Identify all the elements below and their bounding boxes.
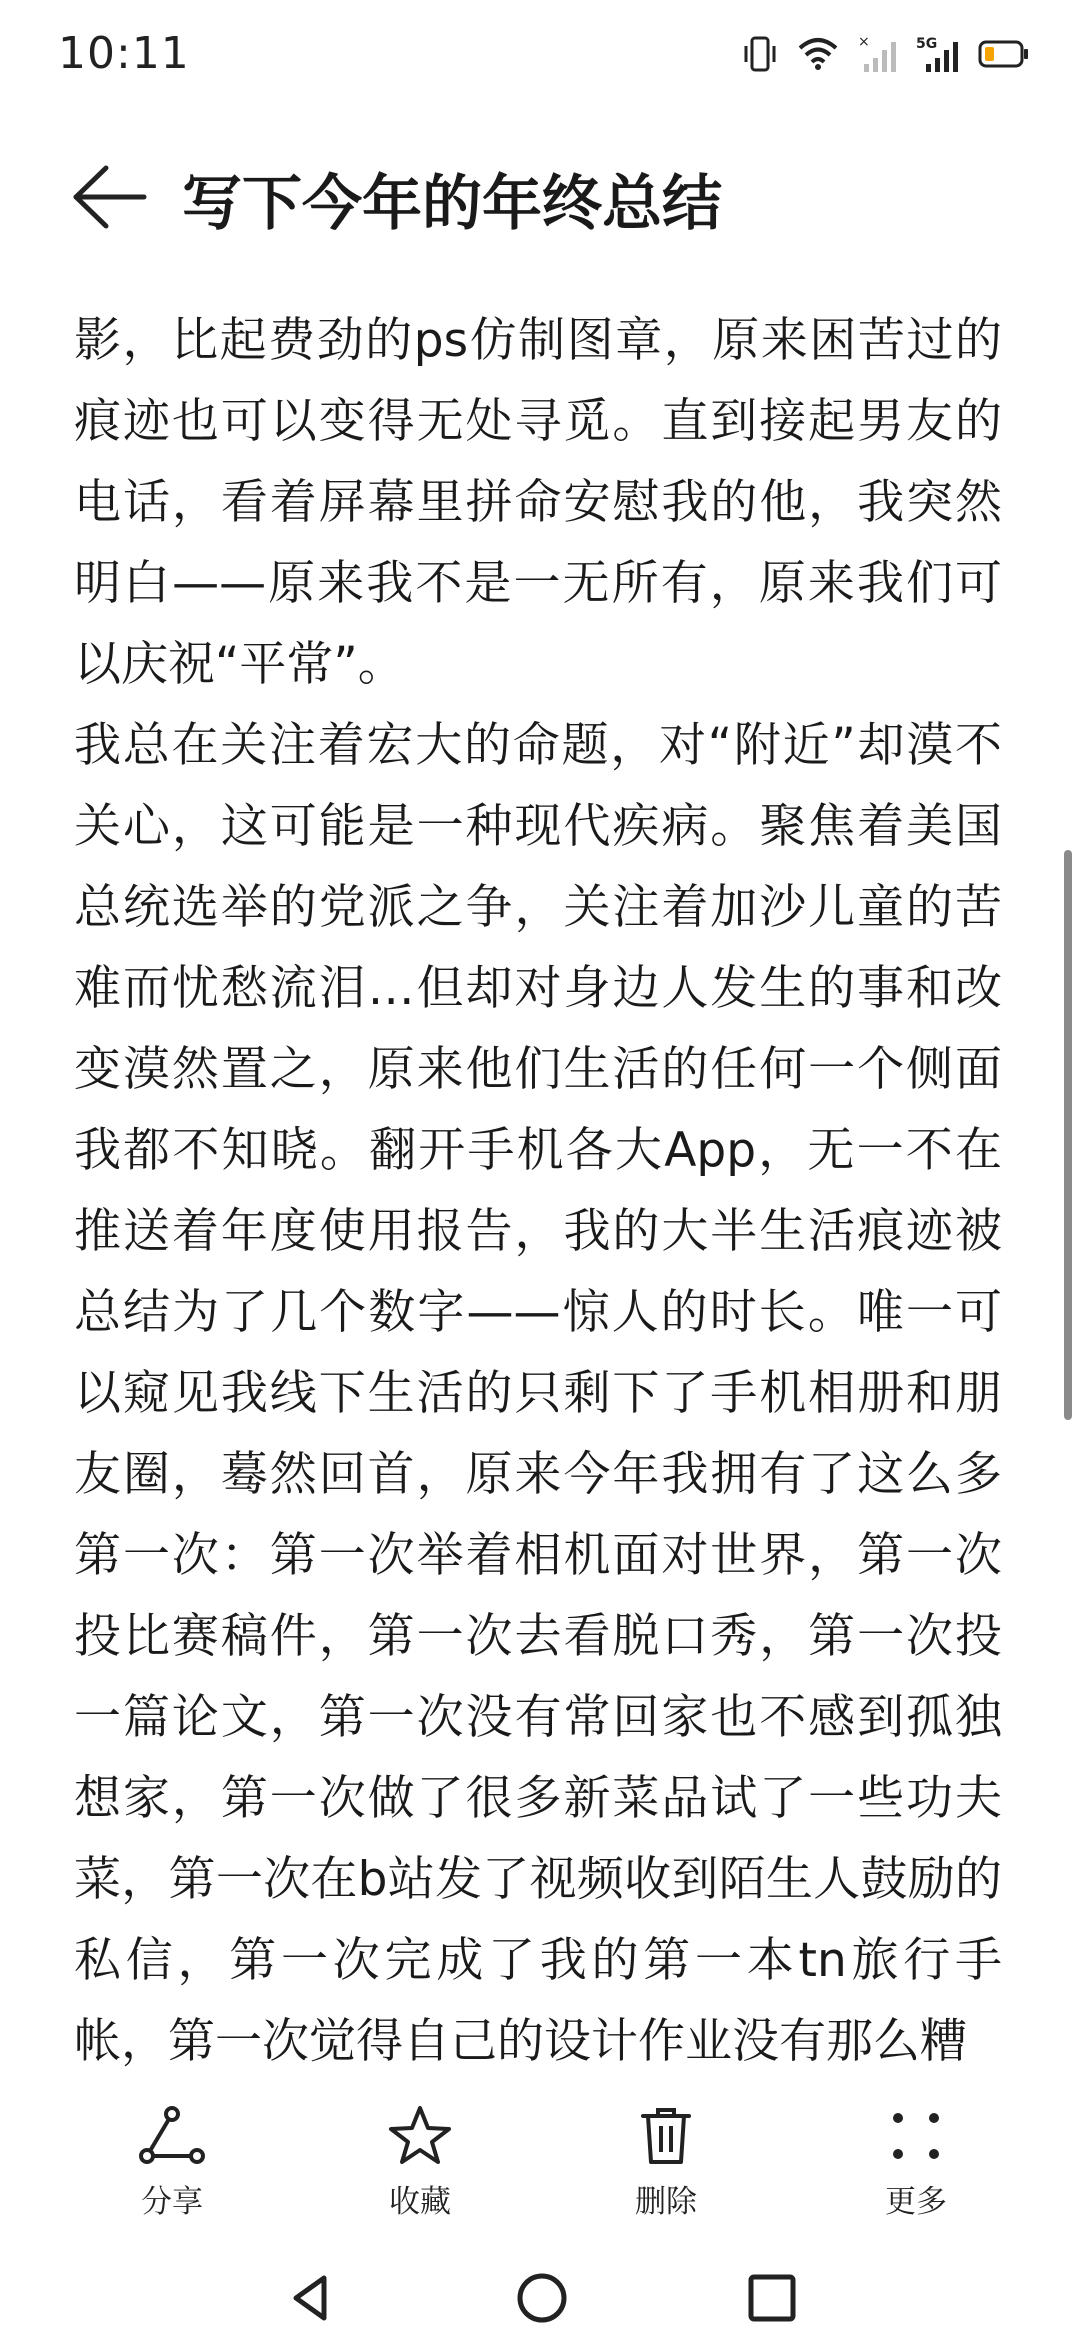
nav-recents-button[interactable] <box>732 2258 812 2338</box>
note-content[interactable] <box>74 300 1002 2080</box>
nav-back-button[interactable] <box>272 2258 352 2338</box>
status-time: 10:11 <box>58 28 190 79</box>
wifi-icon <box>796 36 840 72</box>
network-label: 5G <box>916 36 938 52</box>
header <box>0 140 1080 250</box>
nav-home-button[interactable] <box>502 2258 582 2338</box>
arrow-left-icon <box>70 162 150 232</box>
page-title: 写下今年的年终总结 <box>182 169 722 239</box>
delete-label: 删除 <box>635 2184 697 2220</box>
delete-button[interactable] <box>586 2080 746 2230</box>
share-label: 分享 <box>141 2184 203 2220</box>
note-paragraph: 我总在关注着宏大的命题，对“附近”却漠不关心，这可能是一种现代疾病。聚焦着美国总统选举的党派之争，关注着加沙儿童的苦难而忧愁流泪…但却对身边人发生的事和改变漠然置之，原来他们生活的任何一个侧面我都不知晓。翻开手机各大App，无一不在推送着年度使用报告，我的大半生活痕迹被总结为了几个数字——惊人的时长。唯一可以窥见我线下生活的只剩下了手机相册和朋友圈，蓦然回首，原来今年我拥有了这么多第一次：第一次举着相机面对世界，第一次投比赛稿件，第一次去看脱口秀，第一次投一篇论文，第一次没有常回家也不感到孤独想家，第一次做了很多新菜品试了一些功夫菜，第一次在b站发了视频收到陌生人鼓励的私信，第一次完成了我的第一本tn旅行手帐，第一次觉得自己的设计作业没有那么糟 <box>74 718 1002 2069</box>
signal-5g-icon <box>916 34 960 74</box>
status-icons <box>742 26 1030 82</box>
status-bar <box>0 0 1080 110</box>
favorite-button[interactable] <box>340 2080 500 2230</box>
more-button[interactable] <box>836 2080 996 2230</box>
favorite-label: 收藏 <box>389 2184 451 2220</box>
star-icon <box>385 2104 455 2166</box>
bottom-action-bar <box>0 2080 1080 2230</box>
nav-home-icon <box>512 2268 572 2328</box>
trash-icon <box>631 2104 701 2166</box>
signal-off-icon <box>858 34 898 74</box>
nav-back-icon <box>282 2268 342 2328</box>
share-icon <box>137 2104 207 2166</box>
back-button[interactable] <box>70 162 150 232</box>
share-button[interactable] <box>92 2080 252 2230</box>
vibrate-icon <box>742 34 778 74</box>
scrollbar[interactable] <box>1064 850 1072 1420</box>
svg-text:×: × <box>858 34 870 50</box>
system-nav-bar <box>0 2250 1080 2340</box>
battery-icon <box>978 40 1030 68</box>
more-label: 更多 <box>885 2184 947 2220</box>
nav-recents-icon <box>742 2268 802 2328</box>
note-paragraph: 影，比起费劲的ps仿制图章，原来困苦过的痕迹也可以变得无处寻觅。直到接起男友的电话，看着屏幕里拼命安慰我的他，我突然明白——原来我不是一无所有，原来我们可以庆祝“平常”。 <box>74 313 1002 692</box>
more-dots-icon <box>881 2104 951 2166</box>
